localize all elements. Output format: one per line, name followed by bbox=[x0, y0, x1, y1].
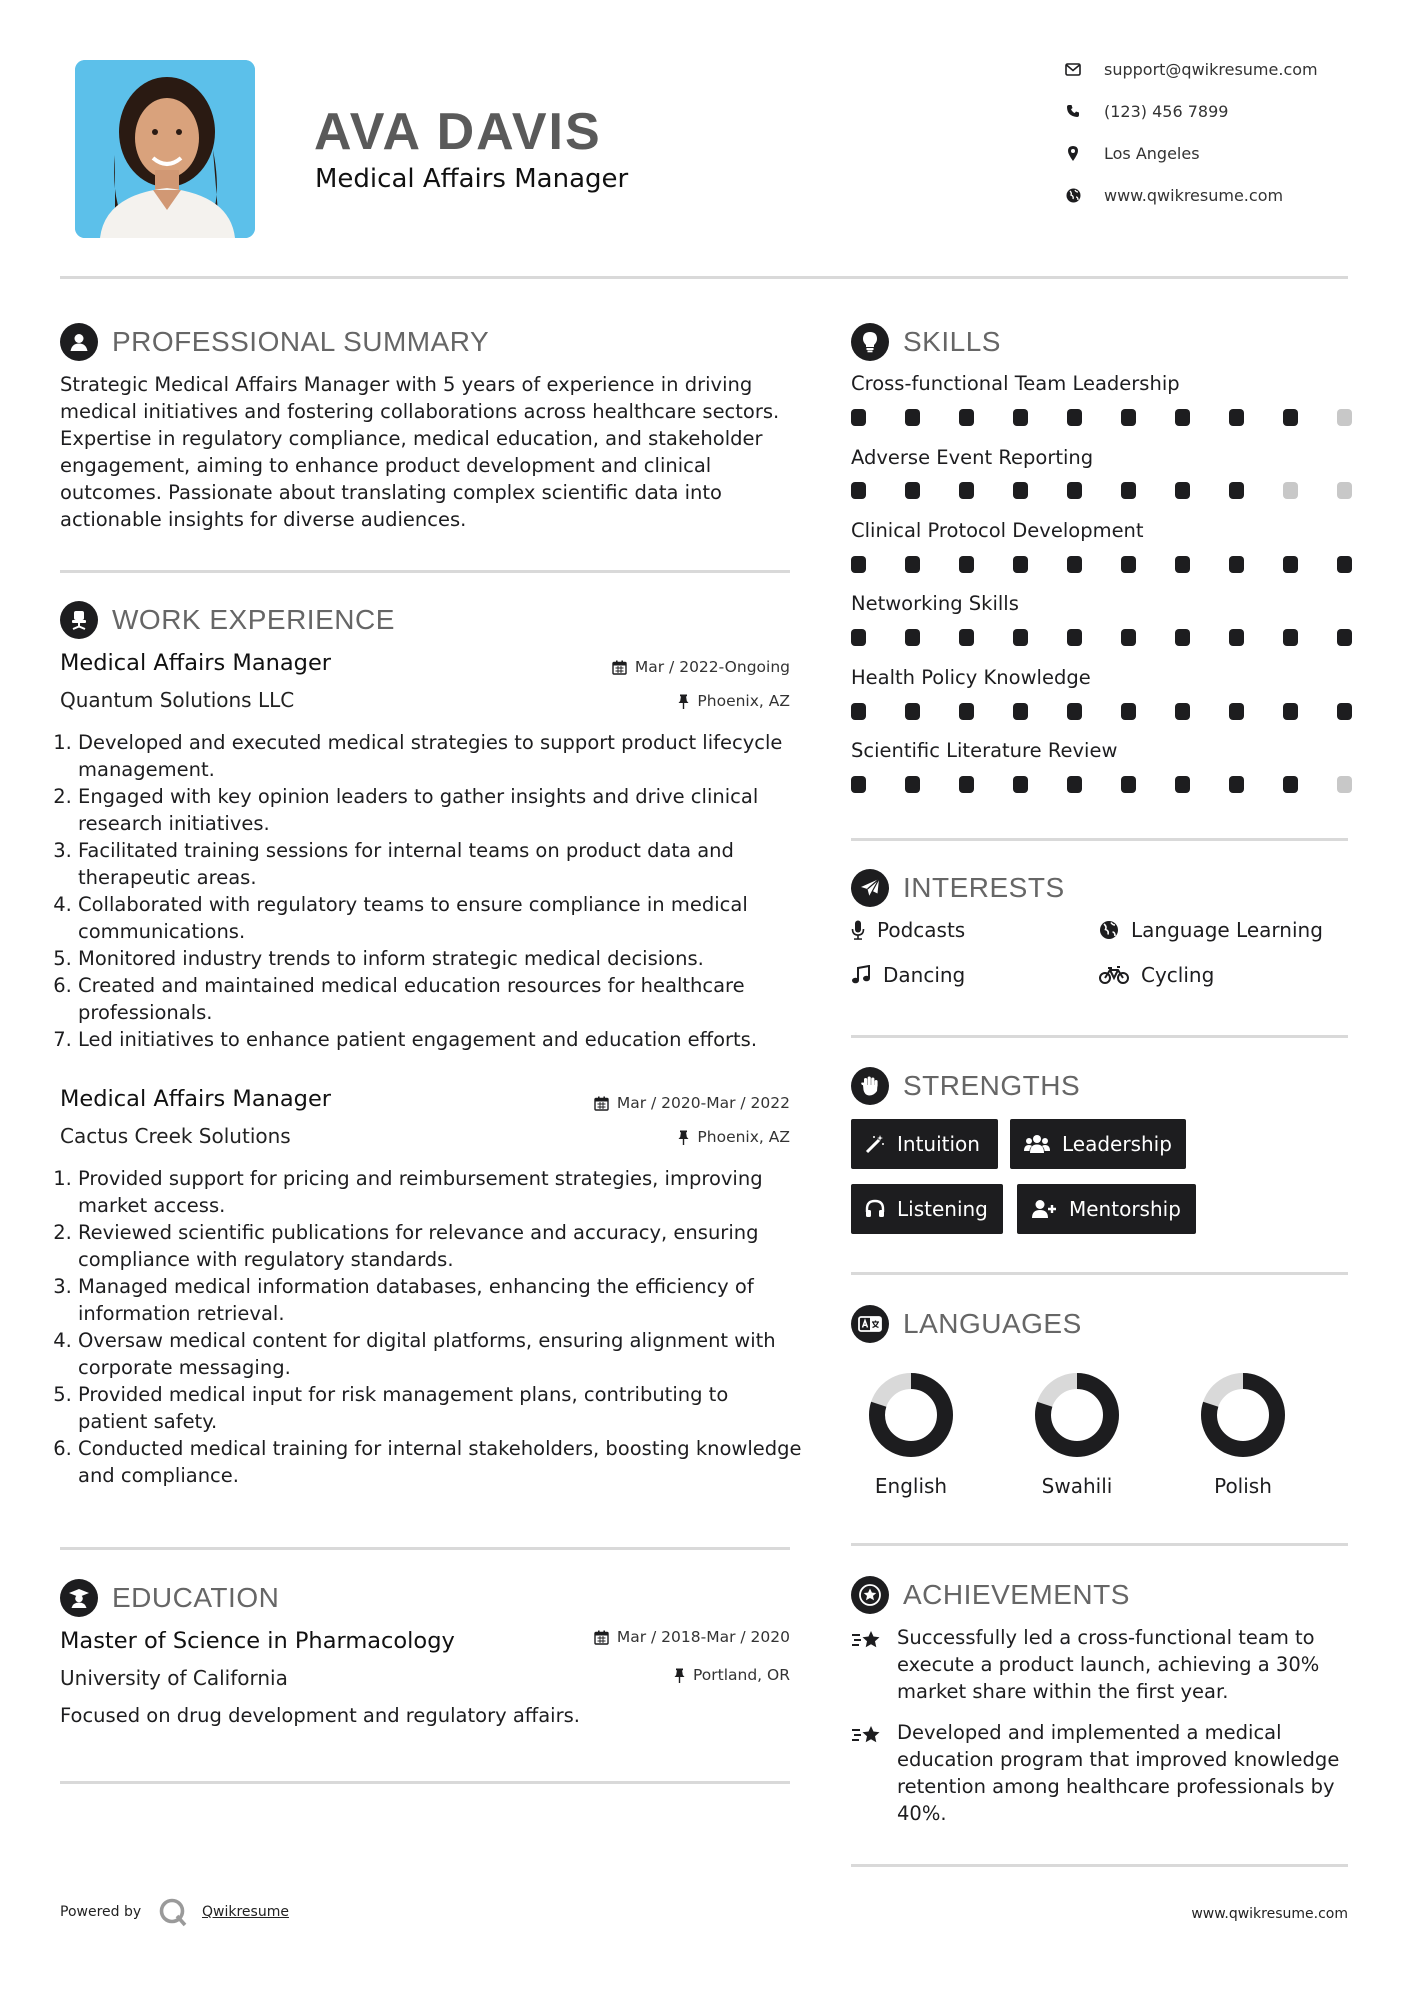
list-item: 5. Provided medical input for risk management plans, contributing to patient safety. bbox=[78, 1381, 803, 1435]
skill-3-name: Clinical Protocol Development bbox=[851, 519, 1144, 542]
pushpin-icon bbox=[678, 694, 689, 709]
skill-dot bbox=[905, 776, 920, 793]
skill-dot bbox=[851, 556, 866, 573]
contact-phone[interactable] bbox=[1062, 99, 1362, 123]
qwikresume-link[interactable]: Qwikresume bbox=[202, 1904, 289, 1920]
skill-6-rating bbox=[851, 776, 1352, 793]
language-1-ring bbox=[861, 1365, 961, 1465]
globe-icon bbox=[1099, 920, 1119, 940]
paper-plane-icon bbox=[851, 869, 889, 907]
skill-dot bbox=[905, 703, 920, 720]
skill-3-rating bbox=[851, 556, 1352, 573]
summary-text: Strategic Medical Affairs Manager with 5 years of experience in driving medical initiatives and fostering collaborations across healthcare sectors. Expertise in regulatory compliance, medical education, and stakeholder engagement, aiming to enhance product development and clinical outcomes. Passionate about translating complex scientific data into actionable insights for diverse audiences. bbox=[60, 373, 780, 531]
skill-dot bbox=[1283, 703, 1298, 720]
skill-dot bbox=[1337, 409, 1352, 426]
strength-mentorship bbox=[1017, 1184, 1196, 1234]
skill-dot bbox=[851, 629, 866, 646]
job-1-title: Medical Affairs Manager bbox=[60, 650, 332, 676]
experience-header bbox=[60, 600, 395, 640]
skill-dot bbox=[1283, 629, 1298, 646]
job-2-company: Cactus Creek Solutions bbox=[60, 1124, 291, 1148]
skill-dot bbox=[851, 776, 866, 793]
education-location bbox=[490, 1666, 790, 1684]
interests-title: INTERESTS bbox=[903, 872, 1065, 903]
skill-1-rating bbox=[851, 409, 1352, 426]
summary-header bbox=[60, 322, 489, 362]
calendar-icon bbox=[612, 660, 627, 675]
list-item: 3. Managed medical information databases, enhancing the efficiency of information retrieval. bbox=[78, 1273, 803, 1327]
skill-dot bbox=[905, 409, 920, 426]
job-1-location bbox=[490, 692, 790, 710]
language-2-ring bbox=[1027, 1365, 1127, 1465]
phone-text: (123) 456 7899 bbox=[1104, 101, 1229, 121]
graduate-icon bbox=[60, 1579, 98, 1617]
qwikresume-logo-icon bbox=[158, 1897, 188, 1927]
skill-dot bbox=[905, 556, 920, 573]
education-divider bbox=[60, 1781, 790, 1784]
skill-dot bbox=[1067, 409, 1082, 426]
job-1-bullets bbox=[58, 729, 803, 1053]
skill-dot bbox=[1283, 556, 1298, 573]
skill-dot bbox=[959, 409, 974, 426]
job-2-bullets bbox=[58, 1165, 803, 1489]
skill-dot bbox=[1337, 482, 1352, 499]
contact-location bbox=[1062, 141, 1362, 165]
skill-1-name: Cross-functional Team Leadership bbox=[851, 372, 1180, 395]
skill-dot bbox=[1013, 556, 1028, 573]
phone-icon bbox=[1062, 100, 1084, 122]
school-name: University of California bbox=[60, 1666, 288, 1690]
envelope-icon bbox=[1062, 58, 1084, 80]
strength-leadership bbox=[1010, 1119, 1186, 1169]
skill-dot bbox=[1067, 556, 1082, 573]
interest-language-learning bbox=[1099, 918, 1323, 942]
powered-by-label: Powered by bbox=[60, 1904, 142, 1920]
skill-4-name: Networking Skills bbox=[851, 592, 1019, 615]
skill-dot bbox=[959, 776, 974, 793]
strength-intuition bbox=[851, 1119, 998, 1169]
skill-dot bbox=[959, 556, 974, 573]
skill-4-rating bbox=[851, 629, 1352, 646]
education-dates-text: Mar / 2018-Mar / 2020 bbox=[616, 1628, 790, 1646]
language-icon bbox=[851, 1305, 889, 1343]
achievement-text: Successfully led a cross-functional team to execute a product launch, achieving a 30% market share within the first year. bbox=[897, 1626, 1320, 1703]
lightbulb-icon bbox=[851, 323, 889, 361]
website-text: www.qwikresume.com bbox=[1104, 185, 1284, 205]
strength-label: Leadership bbox=[1062, 1132, 1172, 1156]
skill-dot bbox=[905, 482, 920, 499]
star-badge-icon bbox=[851, 1576, 889, 1614]
shooting-star-icon bbox=[851, 1628, 883, 1652]
language-1-label: English bbox=[874, 1474, 948, 1498]
achievements-title: ACHIEVEMENTS bbox=[903, 1579, 1130, 1610]
map-pin-icon bbox=[1062, 142, 1084, 164]
job-2-location-text: Phoenix, AZ bbox=[697, 1128, 790, 1146]
achievements-divider bbox=[851, 1864, 1348, 1867]
job-1-dates bbox=[490, 658, 790, 676]
microphone-icon bbox=[851, 920, 865, 940]
experience-divider bbox=[60, 1547, 790, 1550]
skill-5-rating bbox=[851, 703, 1352, 720]
skill-dot bbox=[1121, 482, 1136, 499]
calendar-icon bbox=[594, 1630, 609, 1645]
language-3-label: Polish bbox=[1214, 1474, 1272, 1498]
skill-dot bbox=[1067, 776, 1082, 793]
achievement-text: Developed and implemented a medical education program that improved knowledge retention among healthcare professionals by 40%. bbox=[897, 1721, 1340, 1825]
skill-dot bbox=[1337, 556, 1352, 573]
footer-website-link[interactable]: www.qwikresume.com bbox=[1191, 1906, 1348, 1922]
skill-dot bbox=[1121, 703, 1136, 720]
skill-6-name: Scientific Literature Review bbox=[851, 739, 1118, 762]
candidate-name: AVA DAVIS bbox=[314, 103, 602, 161]
skill-dot bbox=[1175, 776, 1190, 793]
pushpin-icon bbox=[674, 1668, 685, 1683]
languages-header bbox=[851, 1304, 1082, 1344]
strengths-divider bbox=[851, 1272, 1348, 1275]
list-item: 6. Created and maintained medical education resources for healthcare professionals. bbox=[78, 972, 803, 1026]
strength-label: Intuition bbox=[897, 1132, 980, 1156]
location-text: Los Angeles bbox=[1104, 143, 1200, 163]
skill-dot bbox=[1175, 482, 1190, 499]
language-3-ring bbox=[1193, 1365, 1293, 1465]
list-item: 4. Oversaw medical content for digital platforms, ensuring alignment with corporate messaging. bbox=[78, 1327, 803, 1381]
skill-dot bbox=[1121, 629, 1136, 646]
contact-website[interactable] bbox=[1062, 183, 1362, 207]
skill-dot bbox=[1229, 556, 1244, 573]
skill-dot bbox=[1229, 629, 1244, 646]
interests-header bbox=[851, 868, 1065, 908]
language-2-label: Swahili bbox=[1041, 1474, 1113, 1498]
music-note-icon bbox=[851, 965, 871, 985]
email-text: support@qwikresume.com bbox=[1104, 59, 1318, 79]
education-note: Focused on drug development and regulatory affairs. bbox=[60, 1704, 580, 1727]
skill-dot bbox=[851, 409, 866, 426]
bicycle-icon bbox=[1099, 965, 1129, 985]
interest-label: Language Learning bbox=[1131, 918, 1323, 942]
job-2-dates bbox=[490, 1094, 790, 1112]
skill-dot bbox=[959, 482, 974, 499]
skill-dot bbox=[1175, 703, 1190, 720]
skills-header bbox=[851, 322, 1001, 362]
skill-dot bbox=[851, 703, 866, 720]
skills-divider bbox=[851, 838, 1348, 841]
interests-divider bbox=[851, 1035, 1348, 1038]
skill-dot bbox=[1283, 482, 1298, 499]
strengths-title: STRENGTHS bbox=[903, 1070, 1081, 1101]
skill-dot bbox=[1013, 409, 1028, 426]
interest-dancing bbox=[851, 963, 965, 987]
skill-dot bbox=[1175, 556, 1190, 573]
skill-dot bbox=[851, 482, 866, 499]
list-item: 1. Developed and executed medical strategies to support product lifecycle management. bbox=[78, 729, 803, 783]
job-1-company: Quantum Solutions LLC bbox=[60, 688, 295, 712]
user-plus-icon bbox=[1031, 1199, 1057, 1219]
skill-dot bbox=[1067, 629, 1082, 646]
pushpin-icon bbox=[678, 1130, 689, 1145]
skills-title: SKILLS bbox=[903, 326, 1001, 357]
header-divider bbox=[60, 276, 1348, 279]
job-2-dates-text: Mar / 2020-Mar / 2022 bbox=[616, 1094, 790, 1112]
list-item: 5. Monitored industry trends to inform strategic medical decisions. bbox=[78, 945, 803, 972]
candidate-role: Medical Affairs Manager bbox=[315, 164, 629, 194]
list-item: 2. Reviewed scientific publications for relevance and accuracy, ensuring compliance with regulatory standards. bbox=[78, 1219, 803, 1273]
skill-dot bbox=[1283, 409, 1298, 426]
education-location-text: Portland, OR bbox=[692, 1666, 790, 1684]
list-item: 7. Led initiatives to enhance patient engagement and education efforts. bbox=[78, 1026, 803, 1053]
profile-photo bbox=[75, 60, 255, 238]
skill-dot bbox=[1013, 629, 1028, 646]
skill-dot bbox=[959, 703, 974, 720]
skill-dot bbox=[1013, 482, 1028, 499]
globe-icon bbox=[1062, 184, 1084, 206]
achievement-2 bbox=[851, 1719, 1351, 1827]
experience-title: WORK EXPERIENCE bbox=[112, 604, 395, 635]
job-1-location-text: Phoenix, AZ bbox=[697, 692, 790, 710]
shooting-star-icon bbox=[851, 1723, 883, 1747]
skill-dot bbox=[1067, 482, 1082, 499]
education-dates bbox=[490, 1628, 790, 1646]
skill-5-name: Health Policy Knowledge bbox=[851, 666, 1091, 689]
skill-dot bbox=[1067, 703, 1082, 720]
skill-dot bbox=[1229, 703, 1244, 720]
skill-2-name: Adverse Event Reporting bbox=[851, 446, 1094, 469]
skill-dot bbox=[1337, 629, 1352, 646]
education-header bbox=[60, 1578, 279, 1618]
achievements-header bbox=[851, 1575, 1130, 1615]
interest-cycling bbox=[1099, 963, 1214, 987]
skill-dot bbox=[1175, 409, 1190, 426]
magic-wand-icon bbox=[865, 1134, 885, 1154]
languages-title: LANGUAGES bbox=[903, 1308, 1082, 1339]
interest-podcasts bbox=[851, 918, 965, 942]
contact-email[interactable] bbox=[1062, 57, 1362, 81]
skill-dot bbox=[1229, 409, 1244, 426]
calendar-icon bbox=[594, 1096, 609, 1111]
list-item: 4. Collaborated with regulatory teams to ensure compliance in medical communications. bbox=[78, 891, 803, 945]
job-1-dates-text: Mar / 2022-Ongoing bbox=[634, 658, 790, 676]
strengths-header bbox=[851, 1066, 1080, 1106]
skill-dot bbox=[1121, 556, 1136, 573]
skill-dot bbox=[1283, 776, 1298, 793]
list-item: 3. Facilitated training sessions for internal teams on product data and therapeutic areas. bbox=[78, 837, 803, 891]
strength-label: Mentorship bbox=[1069, 1197, 1181, 1221]
skill-dot bbox=[1229, 482, 1244, 499]
office-chair-icon bbox=[60, 601, 98, 639]
interest-label: Podcasts bbox=[877, 918, 966, 942]
job-2-location bbox=[490, 1128, 790, 1146]
strength-label: Listening bbox=[897, 1197, 988, 1221]
degree-title: Master of Science in Pharmacology bbox=[60, 1628, 455, 1654]
skill-dot bbox=[1337, 703, 1352, 720]
users-icon bbox=[1024, 1134, 1050, 1154]
summary-divider bbox=[60, 570, 790, 573]
headphones-icon bbox=[865, 1199, 885, 1219]
skill-dot bbox=[1121, 409, 1136, 426]
education-title: EDUCATION bbox=[112, 1582, 280, 1613]
list-item: 1. Provided support for pricing and reimbursement strategies, improving market access. bbox=[78, 1165, 803, 1219]
skill-dot bbox=[959, 629, 974, 646]
list-item: 2. Engaged with key opinion leaders to gather insights and drive clinical research initiatives. bbox=[78, 783, 803, 837]
interest-label: Dancing bbox=[883, 963, 966, 987]
fist-icon bbox=[851, 1067, 889, 1105]
languages-divider bbox=[851, 1543, 1348, 1546]
skill-dot bbox=[1229, 776, 1244, 793]
list-item: 6. Conducted medical training for internal stakeholders, boosting knowledge and compliance. bbox=[78, 1435, 803, 1489]
skill-dot bbox=[1013, 703, 1028, 720]
strength-listening bbox=[851, 1184, 1003, 1234]
skill-dot bbox=[1175, 629, 1190, 646]
skill-dot bbox=[1013, 776, 1028, 793]
interest-label: Cycling bbox=[1141, 963, 1215, 987]
skill-dot bbox=[905, 629, 920, 646]
achievement-1 bbox=[851, 1624, 1351, 1705]
skill-dot bbox=[1337, 776, 1352, 793]
user-icon bbox=[60, 323, 98, 361]
summary-title: PROFESSIONAL SUMMARY bbox=[112, 326, 490, 357]
skill-dot bbox=[1121, 776, 1136, 793]
skill-2-rating bbox=[851, 482, 1352, 499]
job-2-title: Medical Affairs Manager bbox=[60, 1086, 332, 1112]
